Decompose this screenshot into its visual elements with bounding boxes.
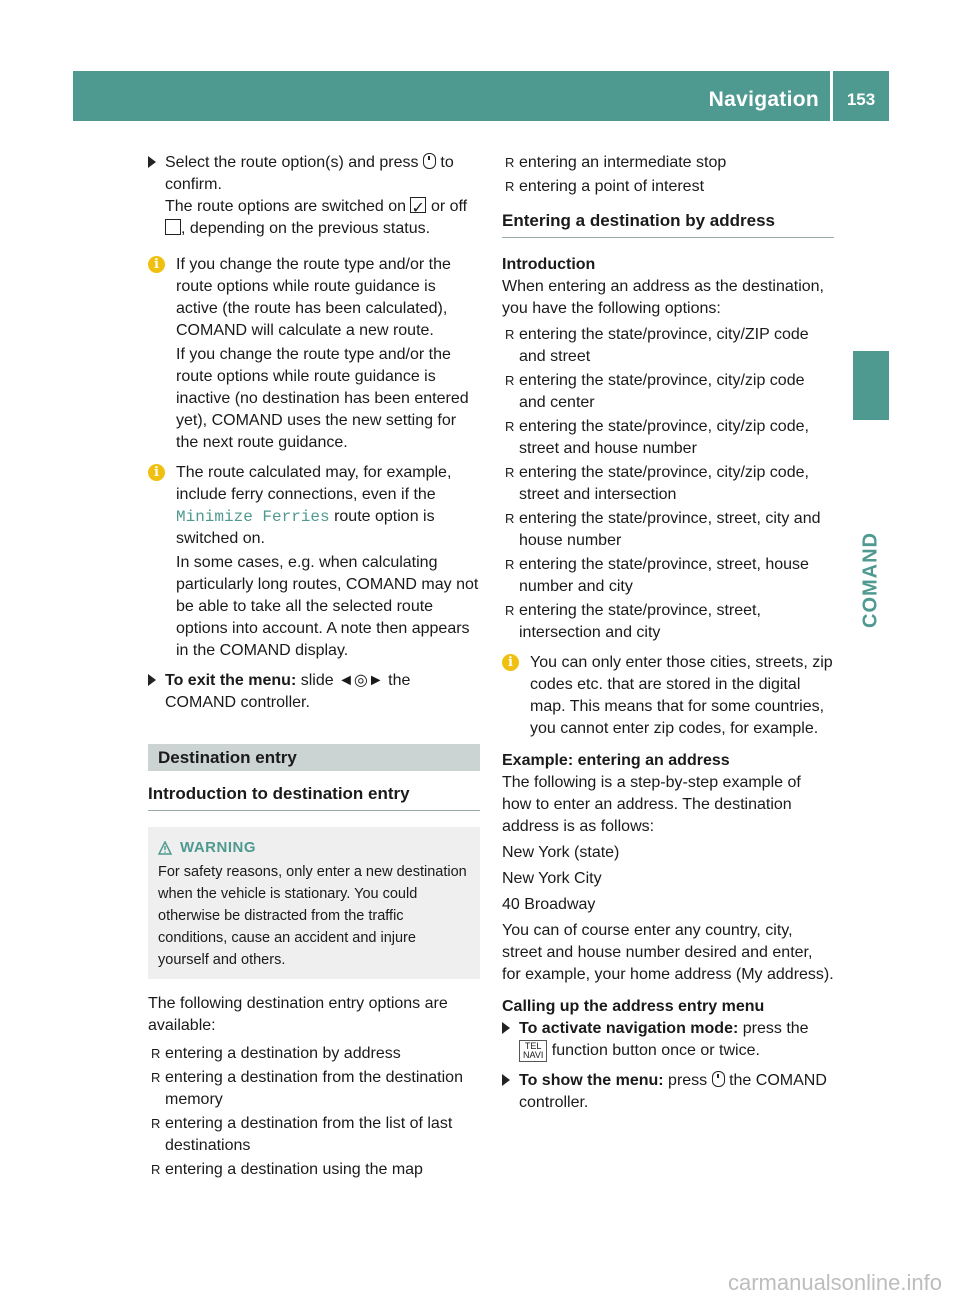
step-show-menu <box>502 1070 834 1114</box>
side-tab-block <box>853 351 889 420</box>
bullet-icon: R <box>505 511 515 526</box>
bullet-icon: R <box>151 1116 161 1131</box>
checkbox-empty-icon <box>165 219 181 235</box>
paragraph: You can of course enter any country, city, street and house number desired and enter, for example, your home address (My address). <box>502 922 834 983</box>
info-paragraph: If you change the route type and/or the route options while route guidance is inactive (no destination has been entered yet), COMAND uses the new setting for the next route guidance. <box>176 346 469 451</box>
warning-text: For safety reasons, only enter a new destination when the vehicle is stationary. You could otherwise be distracted from the traffic conditions, cause an accident and injure yourself and others. <box>158 864 467 968</box>
list-item: R entering the state/province, street, intersection and city <box>505 602 761 641</box>
checkbox-checked-icon: ✓ <box>410 197 426 213</box>
list-item: R entering a destination from the list of last destinations <box>151 1115 453 1154</box>
info-note-route-change <box>148 254 480 454</box>
step-select-route-option <box>148 152 480 240</box>
bullet-icon: R <box>505 465 515 480</box>
step-arrow-icon <box>502 1074 510 1086</box>
list-item: R entering the state/province, city/zip code and center <box>505 372 805 411</box>
info-note-digital-map <box>502 652 834 740</box>
bullet-list <box>502 324 834 644</box>
list-item: R entering the state/province, city/ZIP code and street <box>505 326 809 365</box>
paragraph: The following destination entry options are available: <box>148 995 448 1034</box>
warning-triangle-icon <box>158 841 172 855</box>
bullet-icon: R <box>505 179 515 194</box>
menu-option-text: Minimize Ferries <box>176 508 330 526</box>
info-icon: i <box>148 464 165 481</box>
step-text: Select the route option(s) and press to confirm. The route options are switched on ✓ or off , depending on the previous status. <box>165 154 468 237</box>
page-number: 153 <box>846 90 876 109</box>
list-item: R entering the state/province, city/zip code, street and intersection <box>505 464 809 503</box>
list-item: R entering a destination using the map <box>148 1159 480 1181</box>
tel-navi-key-icon: TEL NAVI <box>519 1040 547 1062</box>
step-text: To exit the menu: slide ◄◎► the COMAND controller. <box>165 672 411 711</box>
bullet-list <box>502 152 834 198</box>
list-item: R entering an intermediate stop <box>502 152 834 174</box>
right-column <box>502 152 834 1114</box>
list-item: R entering the state/province, street, house number and city <box>505 556 809 595</box>
address-line: New York (state) <box>502 844 620 861</box>
info-icon: i <box>502 654 519 671</box>
paragraph: The following is a step-by-step example of how to enter an address. The destination address is as follows: <box>502 774 801 835</box>
info-paragraph: You can only enter those cities, streets, zip codes etc. that are stored in the digital map. This means that for some countries, you cannot enter zip codes, for example. <box>530 654 833 737</box>
list-item: R entering a destination by address <box>148 1043 480 1065</box>
step-exit-menu <box>148 670 480 714</box>
controller-press-icon <box>423 153 436 169</box>
info-icon: i <box>148 256 165 273</box>
info-paragraph: The route calculated may, for example, include ferry connections, even if the Minimize Ferries route option is switched on. <box>176 464 452 547</box>
heading: Calling up the address entry menu <box>502 998 765 1015</box>
bullet-icon: R <box>505 155 515 170</box>
step-text: To activate navigation mode: press the TEL NAVI function button once or twice. <box>519 1020 809 1060</box>
bullet-list <box>148 1043 480 1181</box>
controller-slide-icon: ◄◎► <box>338 672 384 689</box>
list-item: R entering a point of interest <box>502 176 834 198</box>
heading: Introduction <box>502 256 596 273</box>
bullet-icon: R <box>151 1070 161 1085</box>
info-paragraph: If you change the route type and/or the route options while route guidance is active (the route has been calculated), COMAND will calculate a new route. <box>176 256 451 339</box>
info-paragraph: In some cases, e.g. when calculating particularly long routes, COMAND may not be able to take all the selected route options into account. A note then appears in the COMAND display. <box>176 554 479 659</box>
info-note-ferries <box>148 462 480 662</box>
heading: Example: entering an address <box>502 752 730 769</box>
step-arrow-icon <box>148 674 156 686</box>
bullet-icon: R <box>505 373 515 388</box>
side-tab-label: COMAND <box>859 532 882 628</box>
section-heading: Destination entry <box>148 744 480 771</box>
list-item: R entering the state/province, city/zip code, street and house number <box>505 418 809 457</box>
watermark: carmanualsonline.info <box>727 1270 942 1295</box>
step-arrow-icon <box>502 1022 510 1034</box>
controller-press-icon <box>712 1071 725 1087</box>
bullet-icon: R <box>151 1162 161 1177</box>
bullet-icon: R <box>505 327 515 342</box>
list-item: R entering the state/province, street, city and house number <box>505 510 821 549</box>
warning-box <box>148 827 480 979</box>
bullet-icon: R <box>151 1046 161 1061</box>
left-column <box>148 152 480 1183</box>
step-activate-navigation <box>502 1018 834 1062</box>
page-header <box>73 71 889 121</box>
address-line: 40 Broadway <box>502 896 596 913</box>
bullet-icon: R <box>505 603 515 618</box>
section-title: Navigation <box>708 88 819 111</box>
step-arrow-icon <box>148 156 156 168</box>
step-text: To show the menu: press the COMAND controller. <box>519 1072 827 1112</box>
address-line: New York City <box>502 870 602 887</box>
bullet-icon: R <box>505 557 515 572</box>
subsection-heading: Entering a destination by address <box>502 210 834 238</box>
subsection-heading: Introduction to destination entry <box>148 783 480 811</box>
bullet-icon: R <box>505 419 515 434</box>
paragraph: When entering an address as the destination, you have the following options: <box>502 278 824 317</box>
warning-title: WARNING <box>158 837 470 859</box>
list-item: R entering a destination from the destination memory <box>151 1069 463 1108</box>
